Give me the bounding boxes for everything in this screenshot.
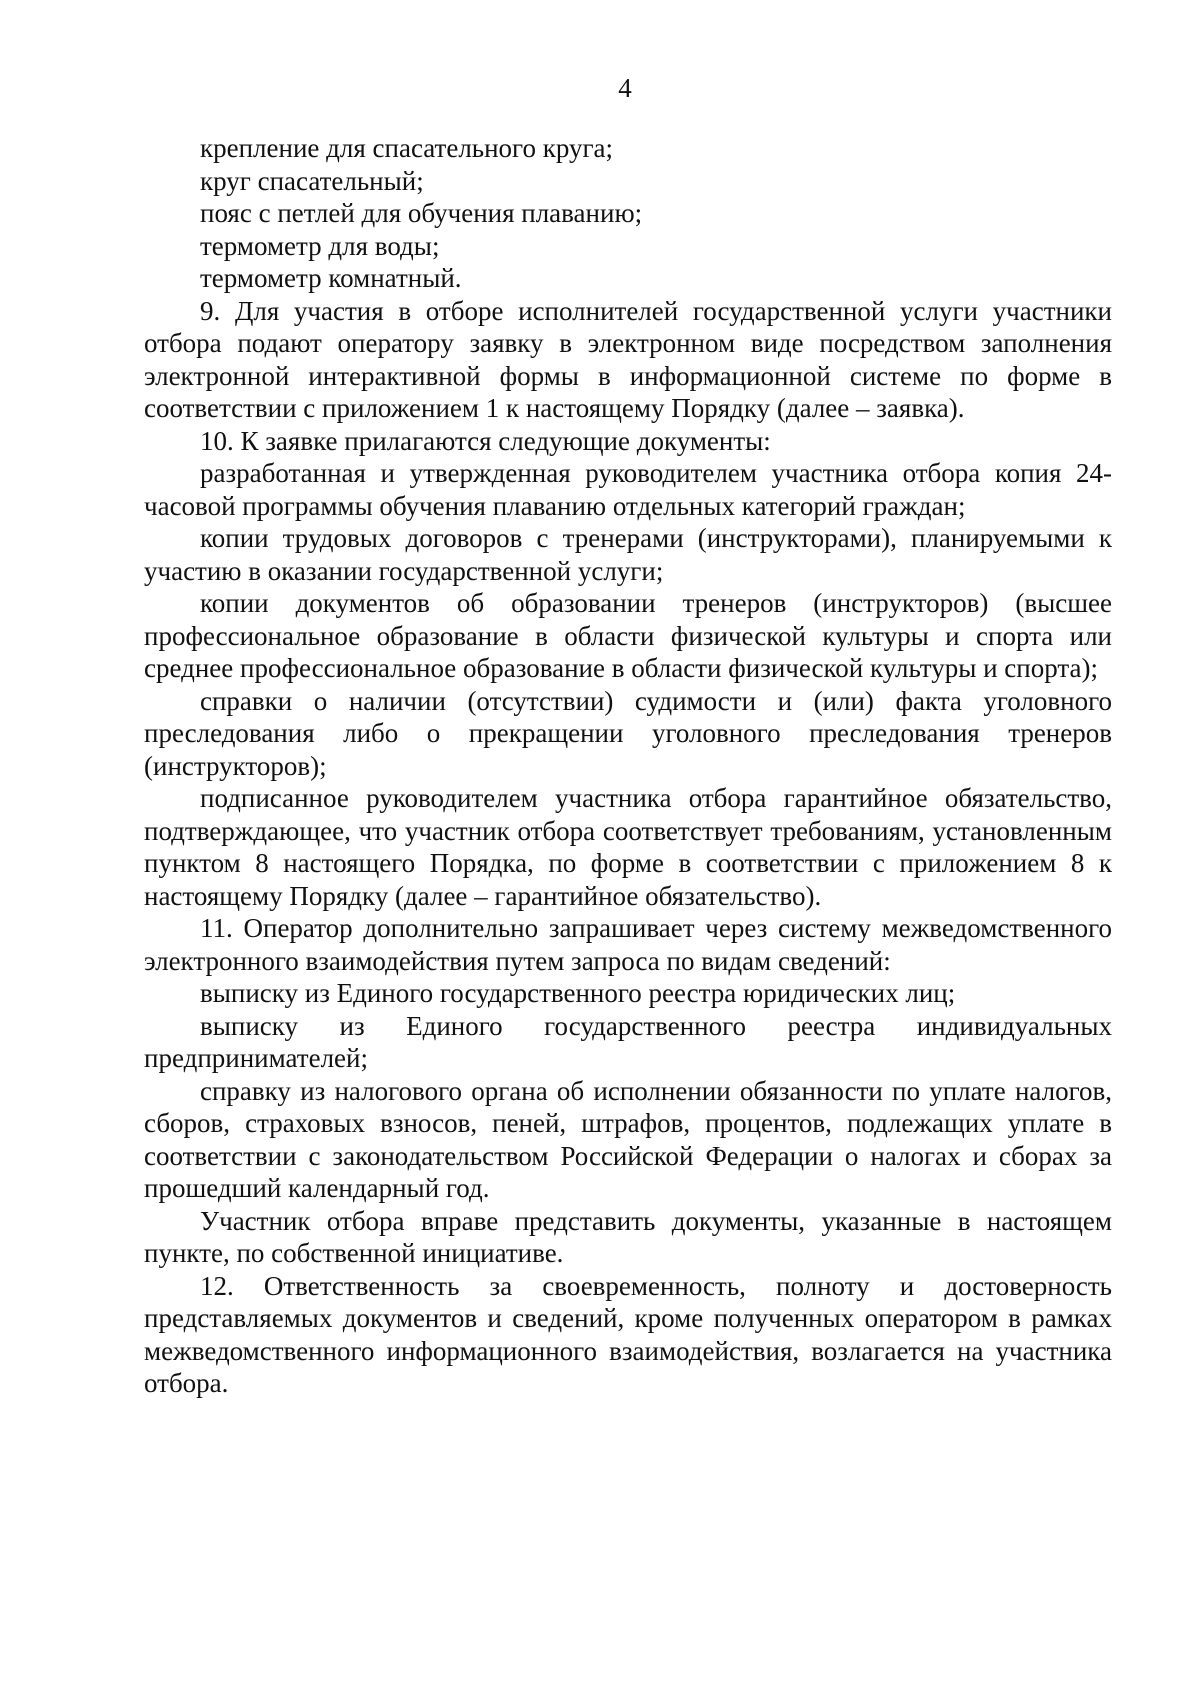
page-number: 4 — [618, 73, 632, 103]
document-body — [144, 132, 1112, 1400]
list-item-swim-belt: пояс с петлей для обучения плаванию; — [200, 198, 643, 228]
paragraph-item-9: 9. Для участия в отборе исполнителей государственной услуги участники отбора подают оператору заявку в электронном виде посредством заполнения электронной интерактивной формы в информационной системе по форме в соответствии с приложением 1 к настоящему Порядку (далее – заявка). — [144, 295, 1112, 423]
document-guarantee: подписанное руководителем участника отбора гарантийное обязательство, подтверждающее, что участник отбора соответствует требованиям, установленным пунктом 8 настоящего Порядка, по форме в соответствии с приложением 8 к настоящему Порядку (далее – гарантийное обязательство). — [144, 783, 1112, 911]
list-item-lifebuoy-mount: крепление для спасательного круга; — [200, 133, 614, 163]
list-item-room-thermometer: термометр комнатный. — [200, 263, 462, 293]
document-criminal-record: справки о наличии (отсутствии) судимости и (или) факта уголовного преследования либо о прекращении уголовного преследования тренеров (инструкторов); — [144, 685, 1112, 781]
request-entrepreneurs: выписку из Единого государственного реестра индивидуальных предпринимателей; — [144, 1010, 1112, 1073]
paragraph-item-12: 12. Ответственность за своевременность, полноту и достоверность представляемых документов и сведений, кроме полученных оператором в рамках межведомственного информационного взаимодействия, возлагается на участника отбора. — [144, 1270, 1112, 1398]
request-legal-entities: выписку из Единого государственного реестра юридических лиц; — [200, 978, 956, 1008]
paragraph-item-10: 10. К заявке прилагаются следующие документы: — [200, 425, 771, 456]
paragraph-own-initiative: Участник отбора вправе представить документы, указанные в настоящем пункте, по собственной инициативе. — [144, 1205, 1112, 1268]
request-tax-certificate: справку из налогового органа об исполнении обязанности по уплате налогов, сборов, страховых взносов, пеней, штрафов, процентов, подлежащих уплате в соответствии с законодательством Российской Федерации о налогах и сборах за прошедший календарный год. — [144, 1075, 1112, 1203]
list-item-water-thermometer: термометр для воды; — [200, 230, 440, 261]
document-education-copies: копии документов об образовании тренеров (инструкторов) (высшее профессиональное образование в области физической культуры и спорта или среднее профессиональное образование в области физической культуры и спорта); — [144, 588, 1112, 683]
document-program-copy: разработанная и утвержденная руководителем участника отбора копия 24-часовой программы обучения плаванию отдельных категорий граждан; — [144, 458, 1112, 521]
document-labor-contracts: копии трудовых договоров с тренерами (инструкторами), планируемыми к участию в оказании государственной услуги; — [144, 523, 1112, 586]
list-item-lifebuoy: круг спасательный; — [200, 165, 424, 196]
paragraph-item-11: 11. Оператор дополнительно запрашивает через систему межведомственного электронного взаимодействия путем запроса по видам сведений: — [144, 913, 1112, 976]
